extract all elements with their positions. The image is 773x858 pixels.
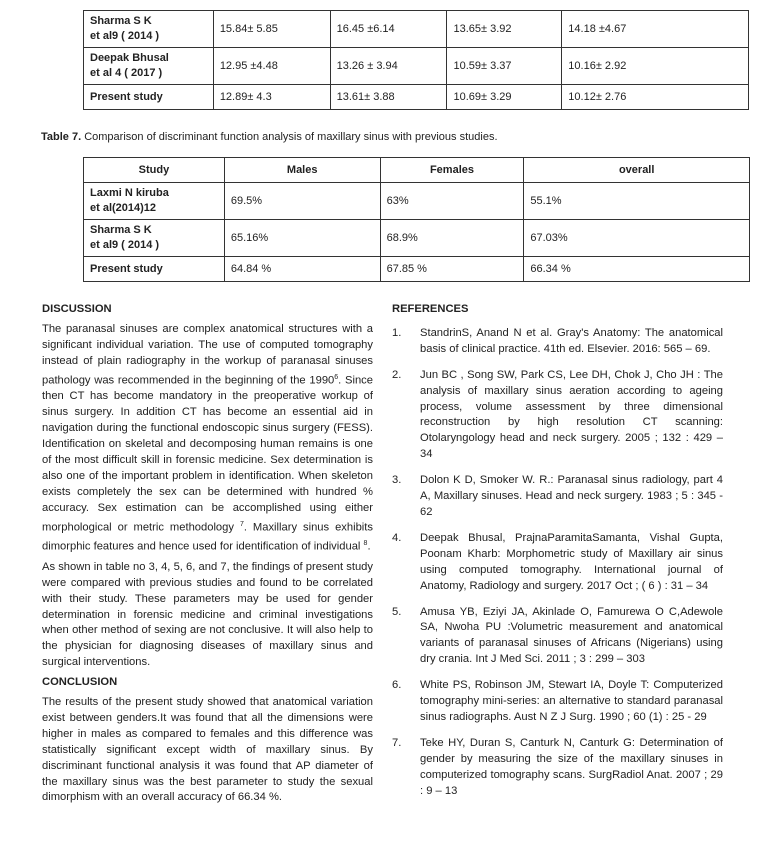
reference-number: 1.: [392, 326, 402, 339]
table-row: [84, 220, 750, 257]
text-run: The paranasal sinuses are complex anatomical structures with a significant individual variation. The use of computed tomography instead of plain radiography in the workup of paranasal sinuses pathology was recommended in the beginning of the 1990: [42, 322, 373, 387]
study-cell: [84, 183, 225, 220]
caption-label: Table 7.: [41, 131, 82, 143]
discussion-paragraph: As shown in table no 3, 4, 5, 6, and 7, the findings of present study were compared with previous studies and found to be correlated with their study. These parameters may be used for gender determination in forensic medicine and criminal investigations when other method of sexing are not conclusive. It will also help to the physician for diagnosing diseases of maxillary sinus and surgical interventions.: [42, 560, 373, 669]
study-name: Sharma S K: [90, 15, 152, 27]
value-cell: 13.65± 3.92: [447, 11, 562, 48]
value-cell: 67.85 %: [380, 257, 524, 282]
column-header: Males: [224, 158, 380, 183]
value-cell: 64.84 %: [224, 257, 380, 282]
value-cell: 68.9%: [380, 220, 524, 257]
value-cell: 15.84± 5.85: [213, 11, 330, 48]
value-cell: 69.5%: [224, 183, 380, 220]
reference-text: Amusa YB, Eziyi JA, Akinlade O, Famurewa O C,Adewole SA, Nwoha PU :Volumetric measurement and anatomical variants of paranasal sinuses of Africans (Nigerians) using dry crania. Int J Med Sci. 2011 ; 3 : 299 – 303: [420, 605, 723, 666]
reference-number: 5.: [392, 605, 402, 618]
column-header: overall: [524, 158, 750, 183]
study-name: Sharma S K: [90, 224, 152, 236]
value-cell: 14.18 ±4.67: [562, 11, 749, 48]
value-cell: 67.03%: [524, 220, 750, 257]
study-cell: Present study: [84, 257, 225, 282]
column-header: Females: [380, 158, 524, 183]
study-cell: [84, 48, 214, 85]
reference-text: Deepak Bhusal, PrajnaParamitaSamanta, Vishal Gupta, Poonam Kharb: Morphometric study of Maxillary air sinus using computed tomography. International journal of Anatomy, Radiology and surgery. 2017 Oct ; ( 6 ) : 31 – 34: [420, 531, 723, 592]
left-column: [42, 302, 373, 810]
value-cell: 10.16± 2.92: [562, 48, 749, 85]
table-6: [83, 10, 749, 110]
list-item: [392, 678, 723, 726]
table-row: [84, 257, 750, 282]
reference-number: 3.: [392, 474, 402, 487]
text-run: . Since then CT has become mandatory in the preoperative workup of sinus surgery. In addition CT has become an essential aid in navigation during the functional endoscopic sinus surgery (FESS). Identification on skeletal and decomposing human remains is one of the most difficult skill in forensic medicine. Sex determination is also one of the important problem in identification. When skeleton exists completely the sex can be determined with hundred % accuracy. Sex estimation can be accomplished using either morphological or metric methodology: [42, 374, 373, 534]
conclusion-heading: CONCLUSION: [42, 676, 118, 689]
value-cell: 10.69± 3.29: [447, 85, 562, 110]
table-row: [84, 48, 749, 85]
citation: 7: [239, 520, 244, 528]
study-cell: Present study: [84, 85, 214, 110]
value-cell: 13.26 ± 3.94: [330, 48, 447, 85]
table-row: [84, 11, 749, 48]
list-item: [392, 605, 723, 669]
text-run: . Maxillary sinus exhibits dimorphic features and hence used for identification of individual: [42, 521, 373, 553]
study-ref: et al(2014)12: [90, 202, 157, 214]
right-column: [392, 302, 723, 809]
reference-text: White PS, Robinson JM, Stewart IA, Doyle T: Computerized tomography mini-series: an alternative to standard paranasal sinus radiographs. Aust N Z J Surg. 1990 ; 60 (1) : 25 - 29: [420, 679, 723, 723]
discussion-paragraph: [42, 322, 373, 556]
value-cell: 55.1%: [524, 183, 750, 220]
list-item: [392, 736, 723, 800]
table-7-caption: [41, 131, 498, 143]
reference-text: Dolon K D, Smoker W. R.: Paranasal sinus radiology, part 4 A, Maxillary sinuses. Head and neck surgery. 1983 ; 5 : 345 - 62: [420, 474, 723, 518]
reference-number: 6.: [392, 679, 402, 692]
reference-text: StandrinS, Anand N et al. Gray's Anatomy: The anatomical basis of clinical practice. 41th ed. Elsevier. 2016: 565 – 69.: [420, 326, 723, 355]
study-ref: et al9 ( 2014 ): [90, 239, 160, 251]
value-cell: 16.45 ±6.14: [330, 11, 447, 48]
value-cell: 65.16%: [224, 220, 380, 257]
discussion-heading: DISCUSSION: [42, 303, 112, 315]
value-cell: 12.95 ±4.48: [213, 48, 330, 85]
list-item: [392, 531, 723, 595]
references-heading: REFERENCES: [392, 303, 469, 315]
study-ref: et al9 ( 2014 ): [90, 30, 160, 42]
study-ref: et al 4 ( 2017 ): [90, 67, 163, 79]
table-row: [84, 183, 750, 220]
reference-number: 7.: [392, 736, 402, 749]
reference-list: [392, 326, 723, 800]
caption-text: Comparison of discriminant function analysis of maxillary sinus with previous studies.: [81, 131, 498, 143]
study-cell: [84, 11, 214, 48]
table-row: [84, 85, 749, 110]
value-cell: 10.59± 3.37: [447, 48, 562, 85]
reference-number: 2.: [392, 368, 402, 381]
table-header-row: [84, 158, 750, 183]
list-item: [392, 368, 723, 463]
list-item: [392, 326, 723, 358]
study-name: Deepak Bhusal: [90, 52, 169, 64]
reference-text: Teke HY, Duran S, Canturk N, Canturk G: Determination of gender by measuring the size of the maxillary sinuses in computerized tomography scans. SurgRadiol Anat. 2007 ; 29 : 9 – 13: [420, 736, 723, 797]
study-name: Laxmi N kiruba: [90, 187, 169, 199]
column-header: Study: [84, 158, 225, 183]
value-cell: 10.12± 2.76: [562, 85, 749, 110]
table-7: [83, 157, 750, 282]
citation: 8: [363, 540, 368, 548]
list-item: [392, 473, 723, 521]
text-run: .: [367, 540, 371, 553]
reference-number: 4.: [392, 531, 402, 544]
citation: 6: [334, 373, 339, 381]
reference-text: Jun BC , Song SW, Park CS, Lee DH, Chok J, Cho JH : The analysis of maxillary sinus aeration according to ageing process, volume assessment by three dimensional reconstruction by high resolution CT scanning: Otolaryngology head and neck surgery. 2005 ; 132 : 429 – 34: [420, 368, 723, 461]
conclusion-paragraph: The results of the present study showed that anatomical variation exist between genders.It was found that all the dimensions were higher in males as compared to females and this difference was statistically significant except width of maxillary sinus. By discriminant functional analysis it was found that AP diameter of the maxillary sinus was the best parameter to study the sexual dimorphism with an overall accuracy of 66.34 %.: [42, 696, 373, 804]
value-cell: 12.89± 4.3: [213, 85, 330, 110]
value-cell: 66.34 %: [524, 257, 750, 282]
study-cell: [84, 220, 225, 257]
value-cell: 13.61± 3.88: [330, 85, 447, 110]
value-cell: 63%: [380, 183, 524, 220]
